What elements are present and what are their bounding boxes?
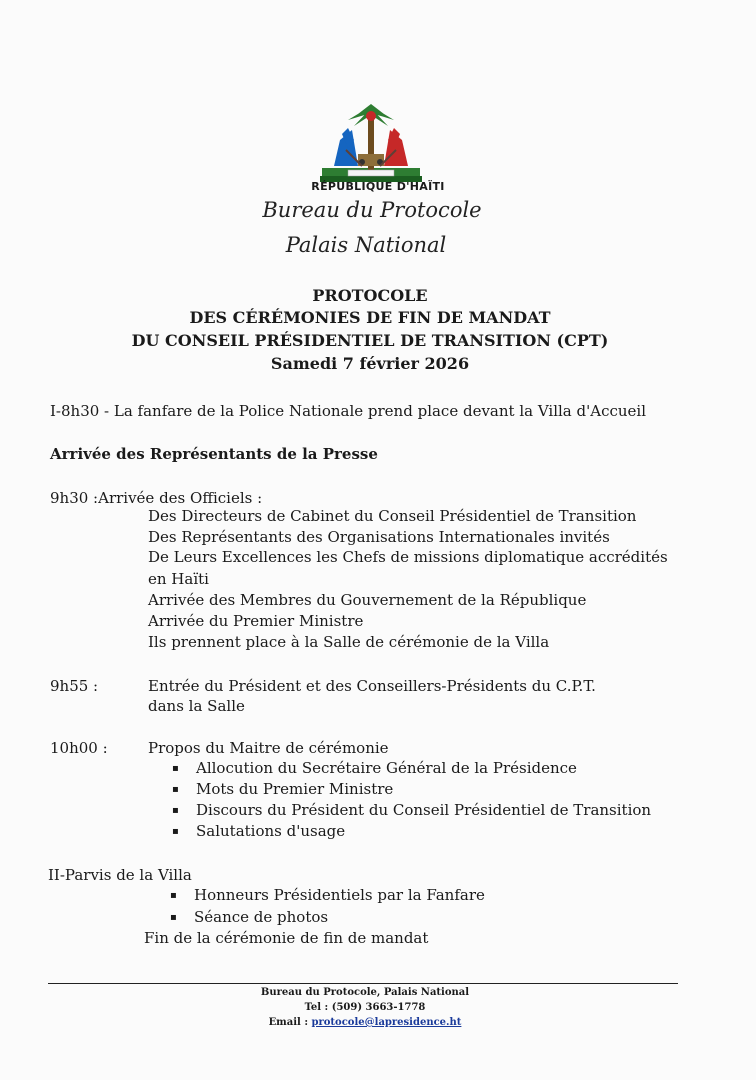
officials-item: De Leurs Excellences les Chefs de missions diplomatique accrédités [148, 548, 668, 566]
entry-line1: Entrée du Président et des Conseillers-Présidents du C.P.T. [148, 677, 596, 695]
press-arrival-heading: Arrivée des Représentants de la Presse [50, 445, 378, 463]
republic-heading: RÉPUBLIQUE D'HAÏTI [311, 180, 445, 193]
footer-divider [48, 983, 678, 984]
parvis-item: Séance de photos [194, 908, 329, 926]
officials-item: Arrivée du Premier Ministre [148, 612, 364, 630]
parvis-item: Honneurs Présidentiels par la Fanfare [194, 886, 485, 904]
speeches-time: 10h00 : [50, 739, 108, 757]
bullet-icon: ▪ [172, 826, 179, 837]
bullet-icon: ▪ [172, 784, 179, 795]
footer-tel: Tel : (509) 3663-1778 [304, 1002, 426, 1013]
entry-time: 9h55 : [50, 677, 99, 695]
doc-title-line1: PROTOCOLE [312, 286, 428, 305]
doc-date: Samedi 7 février 2026 [270, 354, 470, 373]
closing-line: Fin de la cérémonie de fin de mandat [144, 929, 429, 947]
footer-email-link[interactable]: protocole@lapresidence.ht [311, 1017, 462, 1028]
haiti-coat-of-arms-icon [318, 100, 424, 184]
doc-title-line2: DES CÉRÉMONIES DE FIN DE MANDAT [189, 308, 551, 327]
speech-item: Salutations d'usage [196, 822, 346, 840]
footer-email-label: Email : [268, 1017, 312, 1028]
speeches-intro: Propos du Maitre de cérémonie [148, 739, 389, 757]
officials-item: Ils prennent place à la Salle de cérémonie de la Villa [148, 633, 550, 651]
speech-item: Allocution du Secrétaire Général de la Présidence [196, 759, 577, 777]
palace-name: Palais National [285, 233, 447, 257]
officials-item: en Haïti [148, 570, 209, 588]
officials-item: Des Directeurs de Cabinet du Conseil Présidentiel de Transition [148, 507, 637, 525]
bullet-icon: ▪ [172, 763, 179, 774]
bullet-icon: ▪ [172, 805, 179, 816]
officials-time-label: 9h30 :Arrivée des Officiels : [50, 489, 263, 507]
speech-item: Mots du Premier Ministre [196, 780, 394, 798]
officials-item: Arrivée des Membres du Gouvernement de la République [148, 591, 587, 609]
bullet-icon: ▪ [170, 912, 177, 923]
section2-title: II-Parvis de la Villa [48, 866, 192, 884]
officials-item: Des Représentants des Organisations Internationales invités [148, 528, 610, 546]
section1-fanfare-line: I-8h30 - La fanfare de la Police Nationale prend place devant la Villa d'Accueil [50, 402, 647, 420]
speech-item: Discours du Président du Conseil Présidentiel de Transition [196, 801, 652, 819]
footer-email-row [0, 1015, 730, 1030]
doc-title-line3: DU CONSEIL PRÉSIDENTIEL DE TRANSITION (CPT) [131, 331, 609, 350]
footer-office: Bureau du Protocole, Palais National [260, 987, 470, 998]
bullet-icon: ▪ [170, 890, 177, 901]
entry-line2: dans la Salle [148, 697, 245, 715]
office-name: Bureau du Protocole [262, 198, 482, 222]
